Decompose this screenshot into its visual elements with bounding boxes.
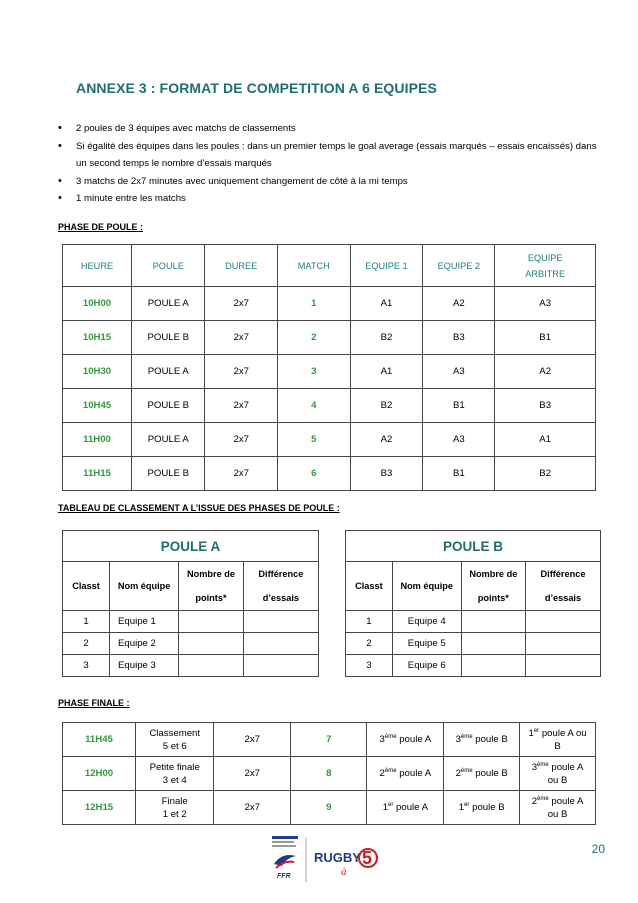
cell: 12H15 [63, 791, 136, 825]
cell: Equipe 5 [392, 633, 461, 655]
cell: B1 [495, 321, 596, 355]
classement-table-poule-b [345, 530, 601, 677]
cell: 3 [63, 655, 110, 677]
cell: 1 [63, 611, 110, 633]
cell: 7 [291, 723, 367, 757]
table-row [63, 655, 319, 677]
page-title: ANNEXE 3 : FORMAT DE COMPETITION A 6 EQUIPES [76, 80, 437, 96]
cell: A1 [350, 355, 423, 389]
cell: 2 [63, 633, 110, 655]
cell: 2x7 [214, 723, 291, 757]
cell: 1er poule A [367, 791, 444, 825]
cell: 1 [346, 611, 393, 633]
col-header: EQUIPE 1 [350, 245, 423, 287]
cell [179, 633, 244, 655]
ffr-logo-icon [268, 834, 388, 884]
table-row [63, 791, 596, 825]
table-row [346, 633, 601, 655]
section-heading-classement: TABLEAU DE CLASSEMENT A L’ISSUE DES PHASES DE POULE : [58, 503, 340, 513]
cell: 1 [278, 287, 351, 321]
cell: B2 [495, 457, 596, 491]
cell: B3 [423, 321, 495, 355]
cell: 4 [278, 389, 351, 423]
ffr-text: FFR [277, 873, 291, 880]
cell: 11H45 [63, 723, 136, 757]
col-header: HEURE [63, 245, 132, 287]
cell: 10H00 [63, 287, 132, 321]
col-header: Nom équipe [110, 562, 179, 611]
cell: Petite finale 3 et 4 [136, 757, 214, 791]
table-title: POULE B [346, 531, 601, 562]
cell: 2x7 [214, 757, 291, 791]
cell: 2x7 [205, 355, 278, 389]
cell: B2 [350, 321, 423, 355]
footer-logos [268, 834, 388, 884]
cell: 3 [278, 355, 351, 389]
poule-schedule-table [62, 244, 596, 491]
cell: POULE B [132, 321, 205, 355]
col-header: Nombre de points* [179, 562, 244, 611]
cell: POULE B [132, 389, 205, 423]
cell: 1er poule A ou B [520, 723, 596, 757]
col-header: EQUIPE ARBITRE [495, 245, 596, 287]
cell: POULE B [132, 457, 205, 491]
cell: 2ème poule B [444, 757, 520, 791]
cell [461, 655, 525, 677]
cell [179, 611, 244, 633]
cell: A3 [495, 287, 596, 321]
col-header: Nombre de points* [461, 562, 525, 611]
cell [243, 655, 318, 677]
cell: 2ème poule A ou B [520, 791, 596, 825]
table-row [63, 611, 319, 633]
section-heading-finale: PHASE FINALE : [58, 698, 130, 708]
list-item: • 3 matchs de 2x7 minutes avec uniquement changement de côté à la mi temps [58, 173, 598, 191]
cell: 3ème poule A [367, 723, 444, 757]
cell: A2 [350, 423, 423, 457]
table-row [63, 389, 596, 423]
cell: 2 [278, 321, 351, 355]
cell: 2x7 [205, 321, 278, 355]
cell [243, 611, 318, 633]
cell: A2 [423, 287, 495, 321]
cell: Equipe 1 [110, 611, 179, 633]
cell: 1er poule B [444, 791, 520, 825]
table-row [63, 423, 596, 457]
table-row [63, 287, 596, 321]
rules-list [58, 120, 598, 208]
col-header: EQUIPE 2 [423, 245, 495, 287]
cell: 10H15 [63, 321, 132, 355]
cell: A3 [423, 423, 495, 457]
cell: 2x7 [205, 287, 278, 321]
cell: A3 [423, 355, 495, 389]
cell: POULE A [132, 355, 205, 389]
cell: Equipe 2 [110, 633, 179, 655]
cell: 3 [346, 655, 393, 677]
table-row [63, 723, 596, 757]
cell: 5 [278, 423, 351, 457]
cell: 12H00 [63, 757, 136, 791]
cell: B2 [350, 389, 423, 423]
cell: 2x7 [205, 389, 278, 423]
cell: 11H00 [63, 423, 132, 457]
col-header: MATCH [278, 245, 351, 287]
col-header: POULE [132, 245, 205, 287]
cell: A1 [495, 423, 596, 457]
cell: 9 [291, 791, 367, 825]
cell: B1 [423, 389, 495, 423]
table-row [63, 633, 319, 655]
cell: 11H15 [63, 457, 132, 491]
table-row [63, 321, 596, 355]
cell: 3ème poule A ou B [520, 757, 596, 791]
table-title: POULE A [63, 531, 319, 562]
cell [525, 611, 600, 633]
list-item: • 1 minute entre les matchs [58, 190, 598, 208]
cell: Equipe 6 [392, 655, 461, 677]
cell: POULE A [132, 423, 205, 457]
table-row [63, 457, 596, 491]
cell [525, 633, 600, 655]
cell [243, 633, 318, 655]
cell: 3ème poule B [444, 723, 520, 757]
col-header: DUREE [205, 245, 278, 287]
cell: 10H30 [63, 355, 132, 389]
cell: A1 [350, 287, 423, 321]
classement-table-poule-a [62, 530, 319, 677]
table-row [63, 355, 596, 389]
cell: Equipe 4 [392, 611, 461, 633]
cell: B1 [423, 457, 495, 491]
cell: 8 [291, 757, 367, 791]
cell [525, 655, 600, 677]
cell: B3 [350, 457, 423, 491]
rugby-logo-suffix: à [341, 866, 347, 878]
cell: 2x7 [205, 457, 278, 491]
col-header: Classt [63, 562, 110, 611]
page-number: 20 [591, 842, 605, 856]
cell: 2x7 [205, 423, 278, 457]
cell: 6 [278, 457, 351, 491]
col-header: Différence d’essais [243, 562, 318, 611]
col-header: Classt [346, 562, 393, 611]
cell [461, 633, 525, 655]
section-heading-poule: PHASE DE POULE : [58, 222, 144, 232]
cell: Equipe 3 [110, 655, 179, 677]
list-item: • Si égalité des équipes dans les poules : dans un premier temps le goal average (essais marqués – essais encaissés) dans un second temps le nombre d’essais marqués [58, 138, 598, 173]
rugby-logo-text: RUGBY [314, 850, 361, 865]
cell: Classement 5 et 6 [136, 723, 214, 757]
cell: B3 [495, 389, 596, 423]
table-row [346, 655, 601, 677]
col-header: Nom équipe [392, 562, 461, 611]
cell [461, 611, 525, 633]
cell: 2 [346, 633, 393, 655]
cell: 10H45 [63, 389, 132, 423]
cell: 2x7 [214, 791, 291, 825]
cell: Finale 1 et 2 [136, 791, 214, 825]
cell: A2 [495, 355, 596, 389]
rugby-logo-number: 5 [362, 848, 373, 868]
cell: 2ème poule A [367, 757, 444, 791]
finale-schedule-table [62, 722, 596, 825]
list-item: • 2 poules de 3 équipes avec matchs de classements [58, 120, 598, 138]
table-row [63, 757, 596, 791]
cell: POULE A [132, 287, 205, 321]
cell [179, 655, 244, 677]
col-header: Différence d’essais [525, 562, 600, 611]
table-row [346, 611, 601, 633]
